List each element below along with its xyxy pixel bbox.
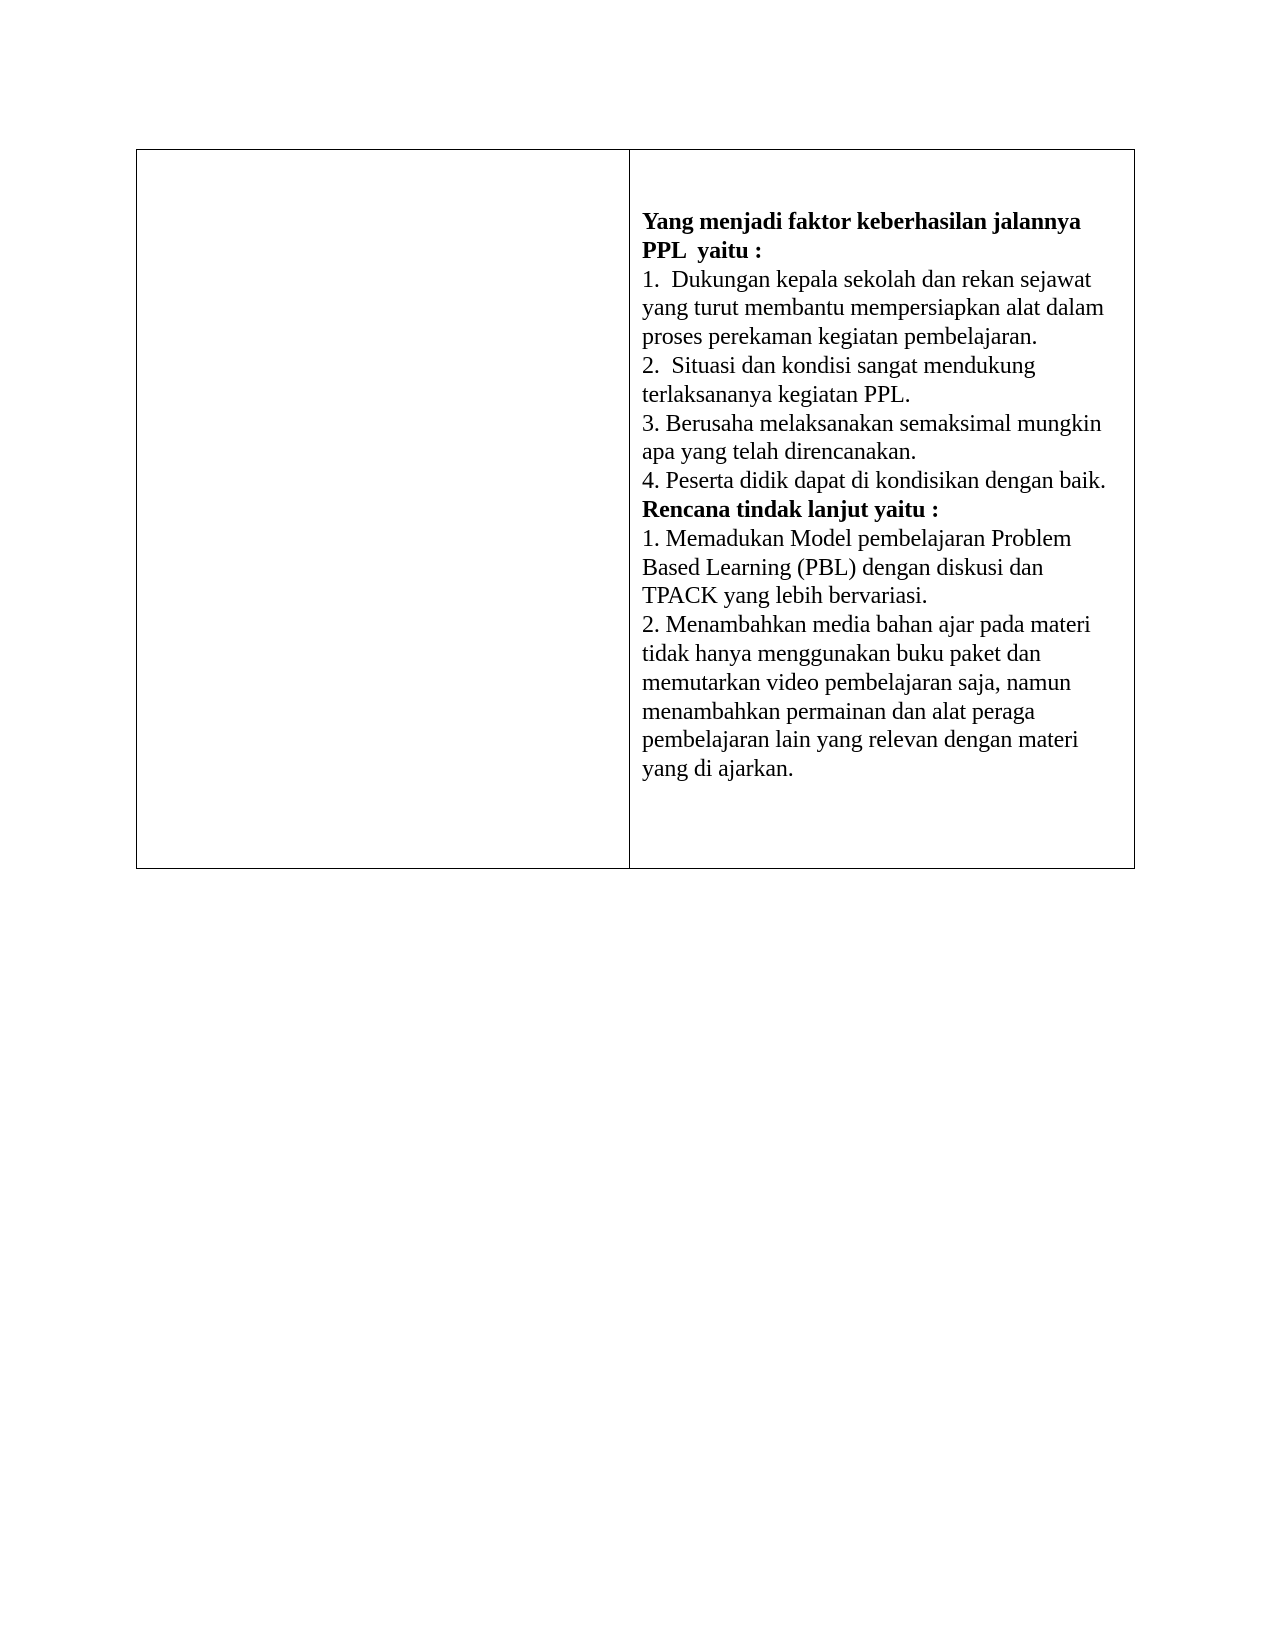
success-factor-item-2: 2. Situasi dan kondisi sangat mendukung terlaksananya kegiatan PPL. [642, 352, 1042, 408]
right-cell [630, 150, 1135, 869]
success-factor-item-4: 4. Peserta didik dapat di kondisikan dengan baik. [642, 468, 1106, 495]
follow-up-plan-heading: Rencana tindak lanjut yaitu : [642, 496, 940, 523]
reflection-table [136, 149, 1135, 869]
follow-up-plan-item-2: 2. Menambahkan media bahan ajar pada materi tidak hanya menggunakan buku paket dan memutarkan video pembelajaran saja, namun menambahkan permainan dan alat peraga pembelajaran lain yang relevan dengan materi yang di ajarkan. [642, 612, 1097, 783]
success-factor-item-1: 1. Dukungan kepala sekolah dan rekan sejawat yang turut membantu mempersiapkan alat dalam proses perekaman kegiatan pembelajaran. [642, 266, 1110, 351]
right-cell-content [630, 150, 1134, 784]
success-factors-heading: Yang menjadi faktor keberhasilan jalannya PPL yaitu : [642, 209, 1087, 264]
follow-up-plan-item-1: 1. Memadukan Model pembelajaran Problem Based Learning (PBL) dengan diskusi dan TPACK yang lebih bervariasi. [642, 525, 1078, 610]
left-cell-empty [137, 150, 630, 869]
success-factor-item-3: 3. Berusaha melaksanakan semaksimal mungkin apa yang telah direncanakan. [642, 410, 1108, 466]
table-row [137, 150, 1135, 869]
